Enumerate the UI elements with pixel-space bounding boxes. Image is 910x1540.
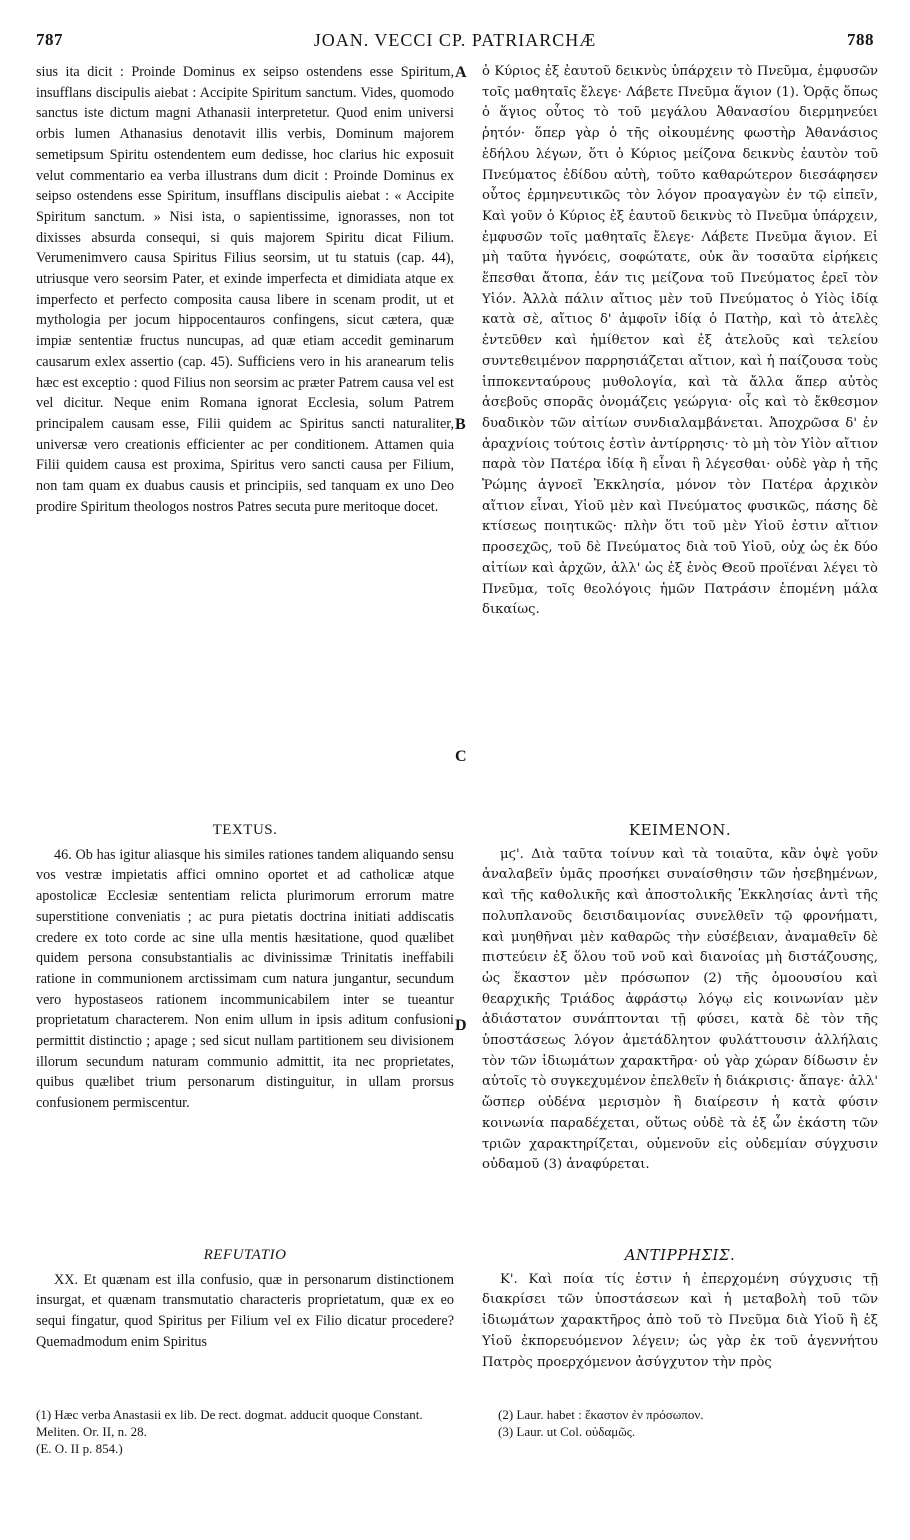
footnote: (2) Laur. habet : ἕκαστον ἐν πρόσωπον. <box>498 1407 704 1422</box>
latin-paragraph: XX. Et quænam est illa confusio, quæ in personarum distinctionem insurgat, et quænam transmutatio characteris proprietatum, quæ ex eo sequi fingatur, quod Spiritus per Filium vel ex Filio dicatur procedere? Quemadmodum enim Spiritus <box>36 1271 454 1350</box>
margin-marker-b: B <box>455 416 466 433</box>
footnotes-left <box>36 1406 454 1457</box>
greek-text-block-3 <box>482 1245 878 1373</box>
heading-textus: TEXTUS. <box>212 822 278 838</box>
greek-paragraph: μϛ'. Διὰ ταῦτα τοίνυν καὶ τὰ τοιαῦτα, κἂν ὀψὲ γοῦν ἀναλαβεῖν ὑμᾶς προσήκει συναίσθησιν τῶν ἠσεβημένων, καὶ τῆς καθολικῆς καὶ ἀποστολικῆς Ἐκκλησίας ἀντὶ τῆς πολυπλανοῦς δεισιδαιμονίας συνελθεῖν τῷ φρονήματι, καὶ μυηθῆναι μὲν καθαρῶς τὴν εὐσέβειαν, ἀναμαθεῖν δὲ πιστεύειν ἐξ ὅλου τοῦ νοῦ καὶ διανοίας μὴ διστάζουσης, ὡς ἕκαστον μὲν πρόσωπον (2) τῆς ὁμοουσίου καὶ θεαρχικῆς Τριάδος ἀφράστῳ λόγῳ εἰς κοινωνίαν μὲν ἀδιάστατον συνάπτονται τῇ φύσει, κατὰ δὲ τὸν τῆς ὑποστάσεως λόγον ἀμετάδλητον φυλάττουσιν ἀλλήλαις τὸν τῶν ἰδιωμάτων χαρακτῆρα· οὐ γὰρ χώραν δίδωσιν ἐν αὐτοῖς τὸ συγκεχυμένον ἐπελθεῖν ἡ διάκρισις· ἄπαγε· ἀλλ' ὥσπερ οὐδένα μερισμὸν ἢ διαίρεσιν ἡ κατὰ φύσιν κοινωνία παραδέχεται, οὕτως οὐδὲ τὰ ἐξ ὧν ἑκάστη τῶν τριῶν χαρακτηρίζεται, οὐμενοῦν εἰς οὐδεμίαν σύγχυσιν οὐδαμοῦ (3) ἀναφύρεται. <box>482 846 878 1173</box>
latin-text-block-1 <box>36 62 454 517</box>
latin-paragraph: sius ita dicit : Proinde Dominus ex seipso ostendens esse Spiritum, insufflans discipulis aiebat : Accipite Spiritum sanctum. Vides, quomodo sanctus iste dictum magni Athanasii interpretetur. Quod enim universi orbis lumen Athanasius denotavit illis verbis, Dominum majorem semetipsum Spiritu ostendentem eum dedisse, hoc clarius hic exposuit velut commentario ea verba illustrans dum dicit : Proinde Dominus ex seipso ostendens esse Spiritum, insufflans discipulis aiebat : « Accipite Spiritum sanctum. » Nisi ista, o sapientissime, ignorasses, non tot dixisses absurda consequi, si quis majorem Spiritu dicat Filium. Verumenimvero causa Spiritus Filius seorsim, ut tu statuis (cap. 44), utriusque vero seorsim Pater, et exinde imperfecta et dimidiata atque ex imperfecto et perfecto composita causa libere in scenam prodit, ut et mythologia per jocum hippocentauros confingens, sicut cætera, quæ impiæ sententiæ fructus nuncupas, ad quæ etiam accedit geminarum causarum exlex assertio (cap. 45). Sufficiens vero in his aranearum telis hæc est exceptio : quod Filius non seorsim ac præter Patrem causa vel est vel dicitur. Neque enim Romana ignorat Ecclesia, solum Patrem principalem causam esse, Filii quidem ac Spiritus sancti naturaliter, universæ vero creationis efficienter ac per conditionem. Attamen quia Filii quidem causa est proxima, Spiritus vero sancti causa per Filium, non tam quam ex duabus causis et principiis, sed tanquam ex uno Deo prodire Spiritum theologos nostros Patres secuta pure meritoque docet. <box>36 64 454 515</box>
footnotes-right <box>498 1406 878 1440</box>
greek-paragraph: ὁ Κύριος ἐξ ἑαυτοῦ δεικνὺς ὑπάρχειν τὸ Πνεῦμα, ἐμφυσῶν τοῖς μαθηταῖς ἔλεγε· Λάβετε Πνεῦμα ἅγιον (1). Ὁρᾷς ὅπως ὁ ἅγιος οὗτος τὸ τοῦ μεγάλου Ἀθανασίου διερμηνεύει ῥητόν· ὅπερ γὰρ ὁ τῆς οἰκουμένης φωστὴρ Ἀθανάσιος ἐδήλου λέγων, ὅτι ὁ Κύριος μείζονα δεικνὺς ἑαυτὸν τοῦ Πνεύματος ἐδίδου αὐτὴ, τοῦτο καθαρώτερον διεσάφησεν οὗτος ἑρμηνευτικῶς τὸν λόγον προαγαγὼν ἐν τῷ εἰπεῖν, Καὶ γοῦν ὁ Κύριος ἐξ ἑαυτοῦ δεικνὺς τὸ Πνεῦμα ὑπάρχειν, ἐμφυσῶν τοῖς μαθηταῖς ἔλεγε· Λάβετε Πνεῦμα ἅγιον. Εἰ μὴ ταῦτα ἠγνόεις, σοφώτατε, οὐκ ἂν τοσαῦτα εἰρήκεις ἕπεσθαι ἄτοπα, ἐάν τις μείζονα τοῦ Πνεύματος ἐρεῖ τὸν Υἱόν. Ἀλλὰ πάλιν αἴτιος μὲν τοῦ Πνεύματος ὁ Υἱὸς ἰδίᾳ κατὰ σὲ, αἴτιος δ' ἀμφοῖν ἰδίᾳ ὁ Πατὴρ, καὶ τὸ ἀτελὲς ἐντεῦθεν καὶ ἡμίθετον καὶ ἐξ ἀτελοῦς καὶ τελείου συντεθειμένον παρρησιάζεται αἴτιον, καὶ ἡ παίζουσα τοὺς ἱπποκενταύρους μυθολογία, καὶ τὰ ἄλλα ἅπερ αὐτὸς ἀσεβοῦς σπορᾶς ὀνομάζεις γεώργια· οἷς καὶ τὸ ἔκθεσμον δυαδικὸν τῶν αἰτίων συνδιαλαμβάνεται. Ἀποχρῶσα δ' ἐν ἀραχνίοις τούτοις ἐστὶν ἀντίρρησις· τὸ μὴ τὸν Υἱὸν αἴτιον παρὰ τὸν Πατέρα ἰδίᾳ ἢ εἶναι ἢ λέγεσθαι· οὐδὲ γὰρ ἡ τῆς Ῥώμης ἀγνοεῖ Ἐκκλησία, μόνον τὸν Πατέρα ἀρχικὸν αἴτιον εἶναι, Υἱοῦ μὲν καὶ Πνεύματος φυσικῶς, πάσης δὲ κτίσεως ποιητικῶς· πλὴν ὅτι τοῦ μὲν Υἱοῦ ἐστιν αἴτιον προσεχῶς, τοῦ δὲ Πνεύματος διὰ τοῦ Υἱοῦ, οὐχ ὡς ἐκ δύο αἰτίων καὶ ἀρχῶν, ἀλλ' ὡς ἐξ ἑνὸς Θεοῦ προϊέναι λέγει τὸ Πνεῦμα, τοῖς θεολόγοις ἡμῶν Πατράσιν ἑπομένη μάλα δικαίως. <box>482 64 878 618</box>
margin-marker-d: D <box>455 1017 467 1034</box>
page-number-right: 788 <box>847 30 874 49</box>
footnote: (3) Laur. ut Col. οὐδαμῶς. <box>498 1424 636 1439</box>
page-number-left: 787 <box>36 30 63 49</box>
margin-marker-c: C <box>455 748 467 765</box>
heading-refutatio: REFUTATIO <box>203 1247 287 1263</box>
heading-antirrhesis: ΑΝΤΙΡΡΗΣΙΣ. <box>624 1246 736 1264</box>
footnote: (E. O. II p. 854.) <box>36 1441 123 1456</box>
latin-text-block-3 <box>36 1245 454 1353</box>
greek-text-block-1 <box>482 62 878 621</box>
margin-marker-a: A <box>455 64 467 81</box>
greek-text-block-2 <box>482 820 878 1176</box>
footnote: (1) Hæc verba Anastasii ex lib. De rect. dogmat. adducit quoque Constant. Meliten. Or. II, n. 28. <box>36 1407 423 1439</box>
greek-paragraph: Κ'. Καὶ ποία τίς ἐστιν ἡ ἐπερχομένη σύγχυσις τῇ διακρίσει τῶν ὑποστάσεων καὶ ἡ μεταβολὴ τοῦ τῶν ἰδιωμάτων χαρακτῆρος ἀπὸ τοῦ τὸ Πνεῦμα διὰ Υἱοῦ ἢ ἐξ Υἱοῦ ἐκπορευόμενον λέγειν; ὡς γὰρ ἐκ τοῦ ἀγεννήτου Πατρὸς προερχόμενον ἀσύγχυτον τὴν πρὸς <box>482 1271 878 1370</box>
running-title: JOAN. VECCI CP. PATRIARCHÆ <box>313 30 597 50</box>
latin-paragraph: 46. Ob has igitur aliasque his similes rationes tandem aliquando sensu vos vestræ impietatis affici omnino oportet et ad catholicæ atque apostolicæ Ecclesiæ sententiam relicta plurimorum errorum matre superstitione conveniatis ; ac pura pietatis doctrina initiati addiscatis credere ex toto corde ac sine ulla mentis hæsitatione, quod quælibet quidem persona consubstantialis ac divinissimæ Trinitatis ineffabili ratione in communionem arctissimam cum natura jungantur, secundum vero hypostaseos rationem incommunicabilem inter se tueantur proprietatum characterem. Non enim ullum in ipsis aditum confusioni permittit distinctio ; apage ; sed sicut nullam partitionem seu divisionem illorum secundum naturam communio admittit, ita nec proprietates, quibus quælibet trium personarum distinguitur, in ullam prorsus confusionem permiscentur. <box>36 846 454 1112</box>
latin-text-block-2 <box>36 820 454 1114</box>
heading-keimenon: ΚΕΙΜΕΝΟΝ. <box>628 821 732 839</box>
